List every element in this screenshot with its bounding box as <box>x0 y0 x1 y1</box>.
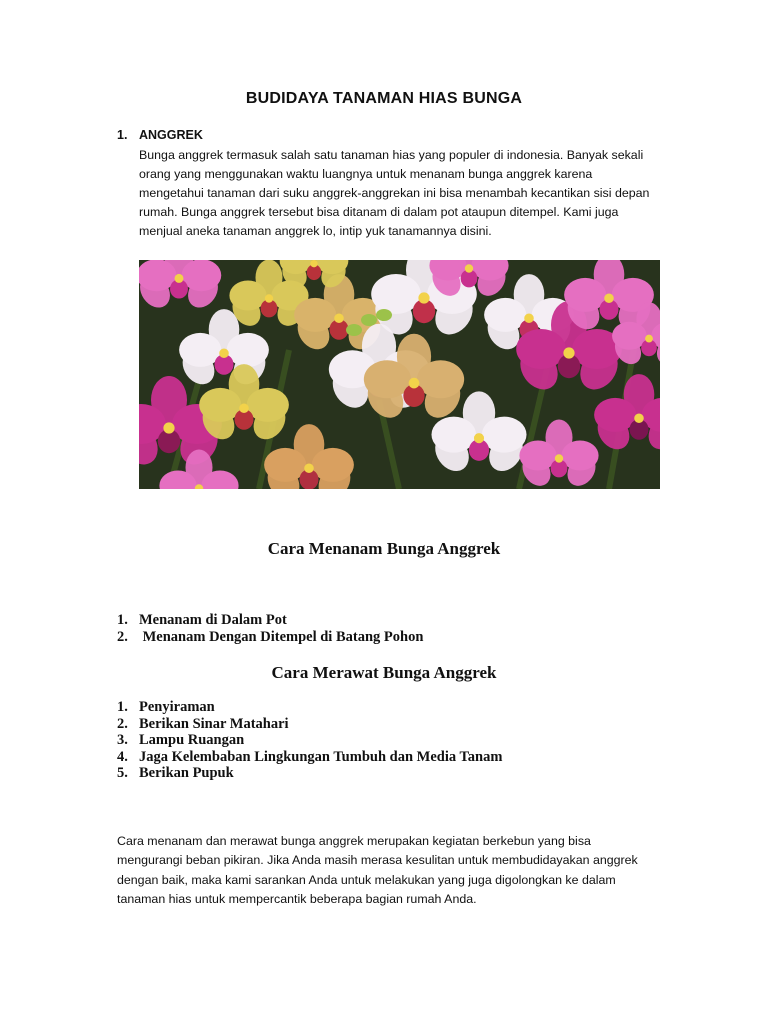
section-heading <box>117 128 203 142</box>
item-text: Lampu Ruangan <box>139 732 245 749</box>
item-text: Berikan Pupuk <box>139 765 234 782</box>
item-number: 1. <box>117 699 128 715</box>
item-number: 1. <box>117 612 128 628</box>
care-list <box>117 699 502 782</box>
item-text: Menanam Dengan Ditempel di Batang Pohon <box>139 628 424 645</box>
paragraph-line: mengetahui tanaman dari suku anggrek-anggrekan ini bisa menambah kecantikan sisi depan <box>139 186 650 200</box>
care-heading: Cara Merawat Bunga Anggrek <box>271 663 497 682</box>
section-title: ANGGREK <box>139 128 203 142</box>
list-item <box>117 716 502 733</box>
item-number: 5. <box>117 765 128 782</box>
closing-paragraph <box>117 832 677 909</box>
list-item <box>117 629 423 646</box>
list-item <box>117 732 502 749</box>
planting-heading: Cara Menanam Bunga Anggrek <box>267 539 501 558</box>
document-title: BUDIDAYA TANAMAN HIAS BUNGA <box>245 90 523 107</box>
list-item <box>117 749 502 766</box>
item-number: 2. <box>117 715 128 732</box>
planting-list <box>117 612 423 645</box>
paragraph-line: menjual aneka tanaman anggrek lo, intip yuk tanamannya disini. <box>139 224 492 238</box>
paragraph-line: Bunga anggrek termasuk salah satu tanaman hias yang populer di indonesia. Banyak sekali <box>139 148 644 162</box>
intro-paragraph <box>139 146 679 241</box>
paragraph-line: rumah. Bunga anggrek tersebut bisa ditanam di dalam pot ataupun ditempel. Kami juga <box>139 205 619 219</box>
paragraph-line: Cara menanam dan merawat bunga anggrek merupakan kegiatan berkebun yang bisa <box>117 834 591 848</box>
item-number: 3. <box>117 732 128 749</box>
list-item <box>117 612 423 629</box>
item-text: Penyiraman <box>139 699 215 715</box>
item-text: Jaga Kelembaban Lingkungan Tumbuh dan Media Tanam <box>139 748 503 765</box>
orchid-photo <box>139 260 660 489</box>
paragraph-line: tanaman hias untuk mempercantik beberapa bagian rumah Anda. <box>117 891 477 906</box>
paragraph-line: dengan baik, maka kami sarankan Anda untuk melakukan yang juga digolongkan ke dalam <box>117 872 616 887</box>
section-number: 1. <box>117 128 128 142</box>
paragraph-line: mengurangi beban pikiran. Jika Anda masih merasa kesulitan untuk membudidayakan anggrek <box>117 853 638 868</box>
item-number: 4. <box>117 748 128 765</box>
paragraph-line: orang yang menggunakan waktu luangnya untuk menanam bunga anggrek karena <box>139 167 593 181</box>
list-item <box>117 765 502 782</box>
item-text: Berikan Sinar Matahari <box>139 715 289 732</box>
list-item <box>117 699 502 716</box>
item-number: 2. <box>117 628 128 645</box>
item-text: Menanam di Dalam Pot <box>139 612 287 628</box>
